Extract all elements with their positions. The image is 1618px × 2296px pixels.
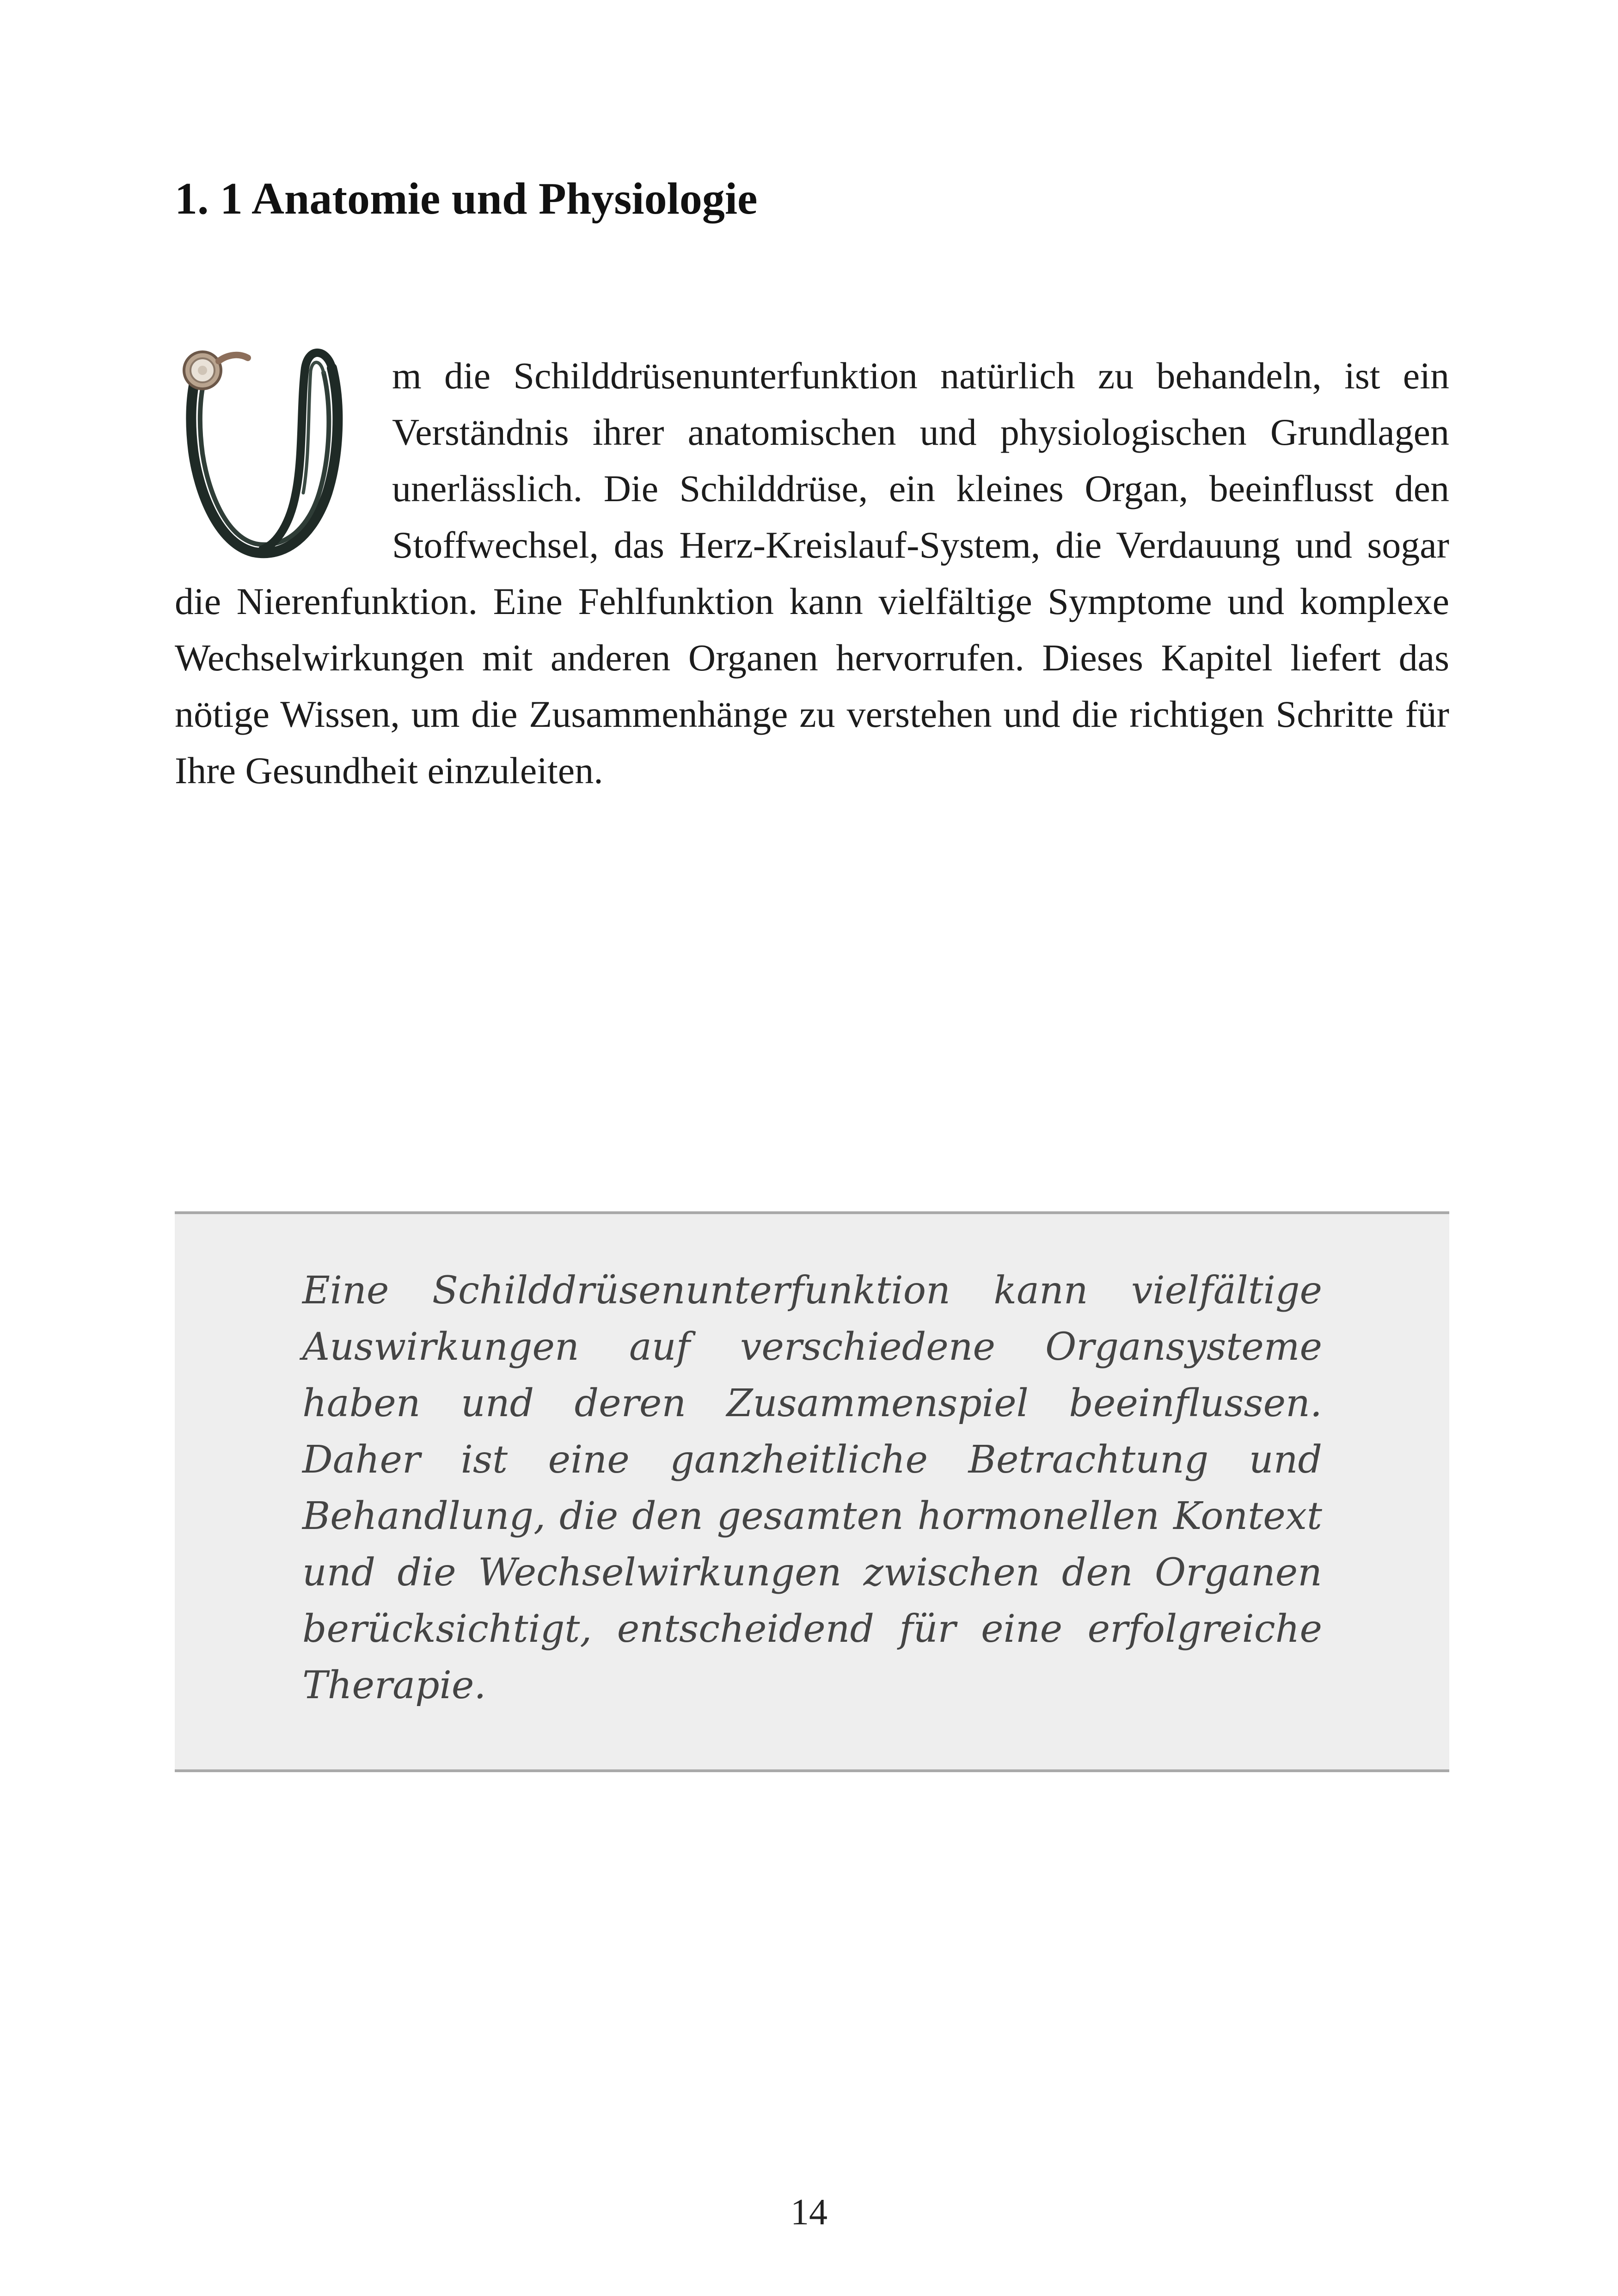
callout-box xyxy=(175,1211,1449,1772)
stethoscope-drop-cap-icon xyxy=(175,340,383,566)
page-number: 14 xyxy=(791,2192,827,2233)
intro-paragraph xyxy=(175,348,1449,799)
callout-text: Eine Schilddrüsenunterfunktion kann vielfältige Auswirkungen auf verschiedene Organsysteme haben und deren Zusammenspiel beeinflussen. Daher ist eine ganzheitliche Betrachtung und Behandlung, die den gesamten hormonellen Kontext und die Wechselwirkungen zwischen den Organen berücksichtigt, entscheidend für eine erfolgreiche Therapie. xyxy=(302,1269,1322,1707)
section-heading: 1. 1 Anatomie und Physiologie xyxy=(175,174,758,224)
intro-paragraph-text: m die Schilddrüsenunterfunktion natürlich zu behandeln, ist ein Verständnis ihrer anatomischen und physiologischen Grundlagen unerlässlich. Die Schilddrüse, ein kleines Organ, beeinflusst den Stoffwechsel, das Herz-Kreislauf-System, die Verdauung und sogar die Nierenfunktion. Eine Fehlfunktion kann vielfältige Symptome und komplexe Wechselwirkungen mit anderen Organen hervorrufen. Dieses Kapitel liefert das nötige Wissen, um die Zusammenhänge zu verstehen und die richtigen Schritte für Ihre Gesundheit einzuleiten. xyxy=(175,355,1449,792)
